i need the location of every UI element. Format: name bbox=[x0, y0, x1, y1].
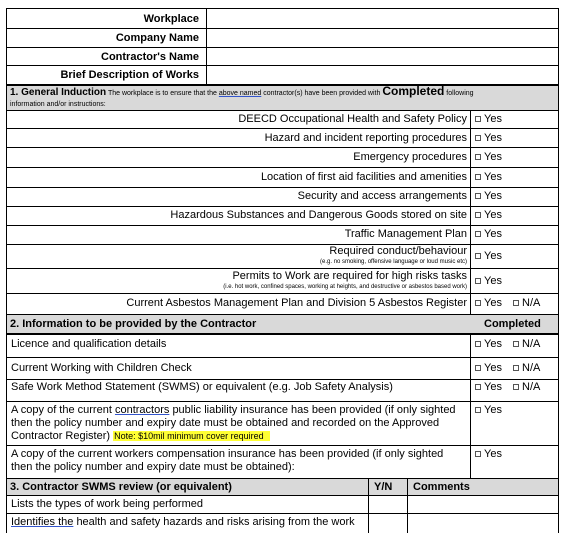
identifies-link: Identifies the bbox=[11, 516, 74, 528]
section1-completed-label: Completed bbox=[382, 84, 445, 98]
checkbox-icon[interactable] bbox=[513, 365, 519, 371]
induction-item-label: Hazardous Substances and Dangerous Goods stored on site bbox=[170, 209, 467, 221]
checkbox-icon[interactable] bbox=[475, 154, 481, 160]
section2-title: 2. Information to be provided by the Contractor bbox=[10, 318, 257, 330]
contractor-info-status[interactable]: Yes bbox=[475, 362, 502, 375]
insurance-note: Note: $10mil minimum cover required bbox=[113, 431, 270, 441]
checkbox-icon[interactable] bbox=[475, 341, 481, 347]
swms-yn-field[interactable] bbox=[369, 496, 407, 513]
insurance-line3: Contractor Register) Note: $10mil minimum cover required bbox=[11, 430, 270, 443]
section2-completed-label: Completed bbox=[484, 318, 541, 330]
contractor-info-status-na[interactable]: N/A bbox=[513, 338, 540, 351]
checkbox-icon[interactable] bbox=[475, 253, 481, 259]
induction-item-status[interactable]: Yes bbox=[475, 190, 502, 203]
contractor-info-status[interactable]: Yes bbox=[475, 381, 502, 394]
induction-item-status[interactable]: Yes bbox=[475, 297, 502, 310]
section3-comments-label: Comments bbox=[413, 481, 470, 493]
section3-yn-label: Y/N bbox=[374, 481, 393, 493]
contractor-info-status[interactable]: Yes bbox=[475, 338, 502, 351]
insurance-status[interactable]: Yes bbox=[475, 404, 502, 417]
workplace-label: Workplace bbox=[143, 13, 199, 25]
induction-item-label: Current Asbestos Management Plan and Division 5 Asbestos Register bbox=[126, 297, 467, 309]
compensation-line2: then the policy number and expiry date must be obtained): bbox=[11, 461, 295, 473]
induction-item-sublabel: (i.e. hot work, confined spaces, working at heights, and destructive or asbestos based work) bbox=[223, 284, 467, 290]
workplace-field[interactable] bbox=[207, 9, 558, 28]
checkbox-icon[interactable] bbox=[475, 212, 481, 218]
induction-item-label: DEECD Occupational Health and Safety Policy bbox=[238, 113, 467, 125]
section3-title: 3. Contractor SWMS review (or equivalent) bbox=[10, 481, 232, 493]
section1-title: 1. General Induction bbox=[10, 87, 107, 98]
induction-item-label: Required conduct/behaviour bbox=[329, 245, 467, 257]
swms-yn-field[interactable] bbox=[369, 514, 407, 533]
contractor-info-label: Licence and qualification details bbox=[11, 338, 167, 350]
section1-intro: 1. General Induction The workplace is to ensure that the above named contractor(s) have been provided with Completed following bbox=[10, 84, 474, 98]
induction-item-status[interactable]: Yes bbox=[475, 171, 502, 184]
section1-intro-line2: information and/or instructions: bbox=[10, 101, 106, 108]
company-name-label: Company Name bbox=[115, 32, 199, 44]
insurance-line2: then the policy number and expiry date must be obtained and recorded on the Approved bbox=[11, 417, 440, 429]
induction-item-label: Location of first aid facilities and amenities bbox=[260, 171, 467, 183]
company-name-field[interactable] bbox=[207, 29, 558, 47]
checkbox-icon[interactable] bbox=[475, 407, 481, 413]
above-named-link: above named bbox=[218, 90, 262, 97]
checkbox-icon[interactable] bbox=[513, 341, 519, 347]
induction-item-label: Hazard and incident reporting procedures bbox=[264, 132, 467, 144]
induction-item-status-na[interactable]: N/A bbox=[513, 297, 540, 310]
contractor-name-label: Contractor's Name bbox=[101, 51, 199, 63]
induction-item-label: Permits to Work are required for high risks tasks bbox=[232, 270, 467, 282]
induction-item-sublabel: (e.g. no smoking, offensive language or loud music etc) bbox=[320, 259, 467, 265]
induction-item-status[interactable]: Yes bbox=[475, 250, 502, 263]
compensation-status[interactable]: Yes bbox=[475, 448, 502, 461]
checkbox-icon[interactable] bbox=[475, 300, 481, 306]
insurance-line1: A copy of the current contractors public liability insurance has been provided (if only sighted bbox=[11, 404, 456, 416]
induction-item-status[interactable]: Yes bbox=[475, 209, 502, 222]
swms-comments-field[interactable] bbox=[408, 496, 558, 513]
swms-review-item: Lists the types of work being performed bbox=[11, 498, 203, 510]
brief-description-field[interactable] bbox=[207, 66, 558, 84]
checkbox-icon[interactable] bbox=[475, 135, 481, 141]
induction-item-label: Traffic Management Plan bbox=[344, 228, 467, 240]
checkbox-icon[interactable] bbox=[475, 174, 481, 180]
checkbox-icon[interactable] bbox=[475, 193, 481, 199]
contractor-name-field[interactable] bbox=[207, 48, 558, 65]
induction-item-status[interactable]: Yes bbox=[475, 151, 502, 164]
swms-comments-field[interactable] bbox=[408, 514, 558, 533]
swms-review-item: Identifies the health and safety hazards and risks arising from the work bbox=[11, 516, 355, 528]
contractors-link: contractors bbox=[114, 404, 170, 416]
induction-item-label: Security and access arrangements bbox=[297, 190, 467, 202]
checkbox-icon[interactable] bbox=[475, 451, 481, 457]
contractor-info-label: Safe Work Method Statement (SWMS) or equivalent (e.g. Job Safety Analysis) bbox=[11, 381, 393, 393]
checkbox-icon[interactable] bbox=[475, 365, 481, 371]
contractor-info-status-na[interactable]: N/A bbox=[513, 362, 540, 375]
induction-item-status[interactable]: Yes bbox=[475, 275, 502, 288]
contractor-info-status-na[interactable]: N/A bbox=[513, 381, 540, 394]
checkbox-icon[interactable] bbox=[513, 300, 519, 306]
checkbox-icon[interactable] bbox=[475, 116, 481, 122]
induction-item-status[interactable]: Yes bbox=[475, 113, 502, 126]
compensation-line1: A copy of the current workers compensation insurance has been provided (if only sighted bbox=[11, 448, 444, 460]
induction-item-status[interactable]: Yes bbox=[475, 228, 502, 241]
induction-item-status[interactable]: Yes bbox=[475, 132, 502, 145]
checkbox-icon[interactable] bbox=[513, 384, 519, 390]
contractor-info-label: Current Working with Children Check bbox=[11, 362, 192, 374]
induction-item-label: Emergency procedures bbox=[353, 151, 467, 163]
checkbox-icon[interactable] bbox=[475, 384, 481, 390]
checkbox-icon[interactable] bbox=[475, 231, 481, 237]
checkbox-icon[interactable] bbox=[475, 278, 481, 284]
brief-description-label: Brief Description of Works bbox=[60, 69, 199, 81]
